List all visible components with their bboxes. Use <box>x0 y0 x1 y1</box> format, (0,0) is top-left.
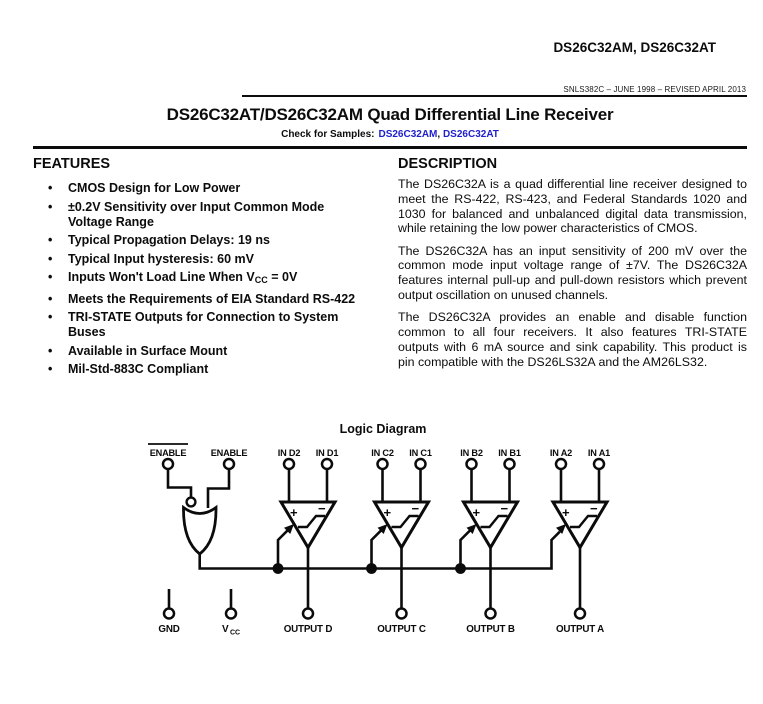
feature-item: • Typical Propagation Delays: 19 ns <box>48 233 270 247</box>
features-heading: FEATURES <box>33 156 111 172</box>
pin-label-vcc-sub: CC <box>230 629 241 637</box>
sample-link-separator: , <box>437 129 443 140</box>
pin-label-output-c: OUTPUT C <box>377 624 426 635</box>
or-gate <box>183 508 216 555</box>
plus-sign: + <box>472 505 481 520</box>
feature-item: • Mil-Std-883C Compliant <box>48 362 209 376</box>
plus-sign: + <box>383 505 392 520</box>
logic-diagram <box>0 438 763 650</box>
bullet-icon: • <box>48 199 53 214</box>
inverter-bubble <box>187 498 196 507</box>
pin-label-in-d1: IN D1 <box>315 448 339 458</box>
check-for-samples <box>33 129 747 140</box>
features-section <box>33 156 367 381</box>
bullet-icon: • <box>48 310 53 324</box>
feature-item: • Available in Surface Mount <box>48 343 228 358</box>
diagram-labels <box>150 448 610 637</box>
pin-label-output-d: OUTPUT D <box>283 624 333 635</box>
plus-sign: + <box>290 505 298 520</box>
pin-label-in-c1: IN C1 <box>409 448 432 458</box>
feature-item: • ±0.2V Sensitivity over Input Common Mode Voltage Range <box>48 199 325 229</box>
title-rule-thick <box>33 146 747 149</box>
pin-label-vcc: V <box>222 624 229 635</box>
pin-label-in-c2: IN C2 <box>371 448 394 458</box>
pin-label-gnd: GND <box>158 624 180 635</box>
pin-label-enable: ENABLE <box>210 448 248 458</box>
bullet-icon: • <box>48 181 53 195</box>
description-paragraph: The DS26C32A provides an enable and disable function common to all four receivers. It also features TRI-STATE outputs with 6 mA source and sink capability. This product is pin compatible with the DS26LS32A and the AM26LS32. <box>398 310 747 369</box>
bullet-icon: • <box>48 233 53 247</box>
diagram-wiring <box>148 444 607 619</box>
page-title: DS26C32AT/DS26C32AM Quad Differential Line Receiver <box>166 105 614 124</box>
bullet-icon: • <box>48 251 53 266</box>
header-part-numbers: DS26C32AM, DS26C32AT <box>553 40 716 55</box>
feature-item: • TRI-STATE Outputs for Connection to System Buses <box>48 310 339 339</box>
plus-sign: + <box>562 505 570 520</box>
description-paragraph: The DS26C32A is a quad differential line receiver designed to meet the RS-422, RS-423, and Federal Standards 1020 and 1030 for balanced and unbalanced digital data transmission, while retaining the low power characteristics of CMOS. <box>398 177 747 236</box>
feature-item: • Inputs Won't Load Line When $V_{CC} = 0V$ <box>48 270 298 285</box>
bullet-icon: • <box>48 343 53 358</box>
bullet-icon: • <box>48 362 53 376</box>
samples-label: Check for Samples: <box>281 129 375 140</box>
bullet-icon: • <box>48 291 53 306</box>
logic-diagram-title: Logic Diagram <box>339 422 427 436</box>
description-paragraph: The DS26C32A has an input sensitivity of 200 mV over the common mode input voltage range of ±7V. The DS26C32A features internal pull-up and pull-down resistors which prevent output oscillation on unused channels. <box>398 243 747 303</box>
sample-link-ds26c32am[interactable]: DS26C32AM <box>378 129 438 140</box>
pin-label-output-b: OUTPUT B <box>466 624 515 635</box>
pin-label-in-a2: IN A2 <box>549 448 573 458</box>
sample-link-ds26c32at[interactable]: DS26C32AT <box>442 129 499 140</box>
minus-sign: − <box>318 501 326 516</box>
bullet-icon: • <box>48 270 53 284</box>
feature-item: • CMOS Design for Low Power <box>48 181 241 195</box>
input-terminals <box>163 459 604 469</box>
minus-sign: − <box>411 501 420 516</box>
pin-label-in-b2: IN B2 <box>460 448 483 458</box>
minus-sign: − <box>500 501 509 516</box>
minus-sign: − <box>590 501 598 516</box>
pin-label-in-a1: IN A1 <box>587 448 611 458</box>
pin-label-in-d2: IN D2 <box>277 448 301 458</box>
feature-item: • Meets the Requirements of EIA Standard RS-422 <box>48 291 356 306</box>
description-heading: DESCRIPTION <box>398 156 498 172</box>
pin-label-output-a: OUTPUT A <box>555 624 605 635</box>
doc-revision-line: SNLS382C – JUNE 1998 – REVISED APRIL 2013 <box>563 85 746 94</box>
header-rule-thin <box>242 95 747 97</box>
features-list <box>33 181 367 377</box>
pin-label-enable-n: ENABLE <box>149 448 187 458</box>
description-section <box>398 156 747 377</box>
output-terminals <box>164 609 585 619</box>
pin-label-in-b1: IN B1 <box>498 448 521 458</box>
feature-item: • Typical Input hysteresis: 60 mV <box>48 251 254 266</box>
